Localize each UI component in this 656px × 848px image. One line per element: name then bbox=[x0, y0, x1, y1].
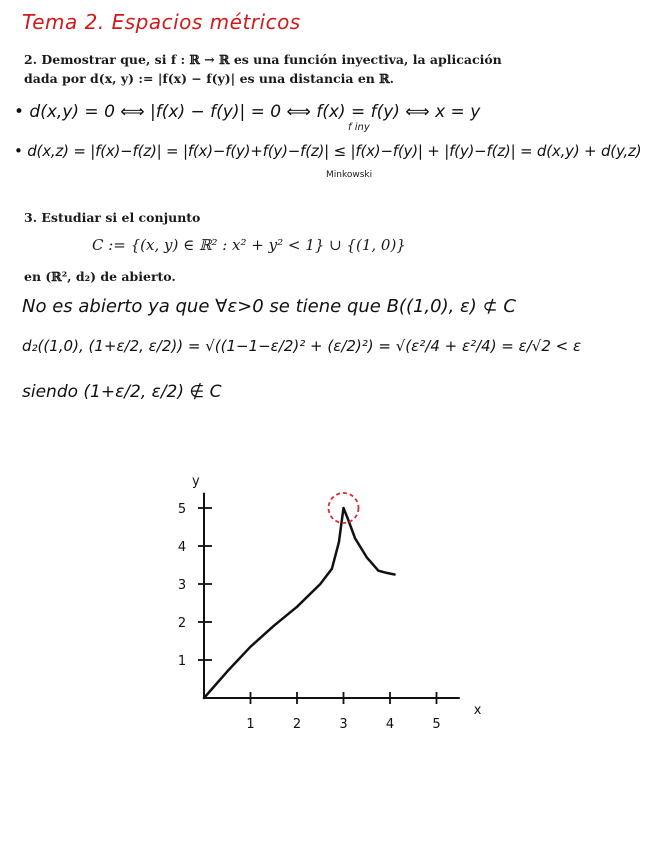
y-axis-label: y bbox=[192, 473, 200, 489]
graph-tick-labels bbox=[178, 474, 482, 732]
graph-ticks bbox=[198, 508, 437, 704]
handwritten-note-3-line-3: siendo (1+ε/2, ε/2) ∉ C bbox=[22, 382, 222, 402]
handwritten-annotation-injective: f iny bbox=[348, 122, 370, 133]
handwritten-note-3-line-2: d₂((1,0), (1+ε/2, ε/2)) = √((1−1−ε/2)² + (ε/2)²) = √(ε²/4 + ε²/4) = ε/√2 < ε bbox=[22, 337, 582, 355]
page-title: Tema 2. Espacios métricos bbox=[22, 10, 301, 34]
problem-2-statement-line-1: 2. Demostrar que, si f : ℝ → ℝ es una función inyectiva, la aplicación bbox=[24, 52, 502, 67]
highlight-circle bbox=[329, 493, 359, 523]
x-tick-label: 1 bbox=[246, 717, 255, 732]
handwritten-note-2-line-2: • d(x,z) = |f(x)−f(z)| = |f(x)−f(y)+f(y)−f(z)| ≤ |f(x)−f(y)| + |f(y)−f(z)| = d(x,y) + d(y,z) bbox=[14, 142, 642, 160]
x-tick-label: 3 bbox=[339, 717, 348, 732]
y-tick-label: 4 bbox=[177, 540, 187, 555]
y-tick-label: 5 bbox=[177, 502, 187, 517]
handwritten-annotation-minkowski: Minkowski bbox=[326, 170, 373, 180]
problem-2-statement-line-2: dada por d(x, y) := |f(x) − f(y)| es una distancia en ℝ. bbox=[24, 71, 394, 86]
graph-axes bbox=[204, 493, 460, 698]
y-tick-label: 2 bbox=[177, 616, 187, 631]
y-tick-label: 3 bbox=[177, 578, 187, 593]
x-axis-label: x bbox=[473, 703, 482, 718]
x-tick-label: 2 bbox=[292, 717, 302, 732]
y-tick-label: 1 bbox=[177, 654, 187, 669]
problem-3-statement-line-1: 3. Estudiar si el conjunto bbox=[24, 210, 201, 225]
problem-3-set-definition: C := {(x, y) ∈ ℝ² : x² + y² < 1} ∪ {(1, 0)} bbox=[92, 236, 406, 254]
handwritten-note-2-line-1: • d(x,y) = 0 ⟺ |f(x) − f(y)| = 0 ⟺ f(x) = f(y) ⟺ x = y bbox=[14, 102, 481, 122]
x-tick-label: 4 bbox=[385, 717, 395, 732]
x-tick-label: 5 bbox=[432, 717, 441, 732]
handwritten-note-3-line-1: No es abierto ya que ∀ε>0 se tiene que B((1,0), ε) ⊄ C bbox=[22, 296, 516, 317]
problem-3-statement-line-3: en (ℝ², d₂) de abierto. bbox=[24, 269, 176, 284]
graph-curve bbox=[204, 508, 395, 698]
